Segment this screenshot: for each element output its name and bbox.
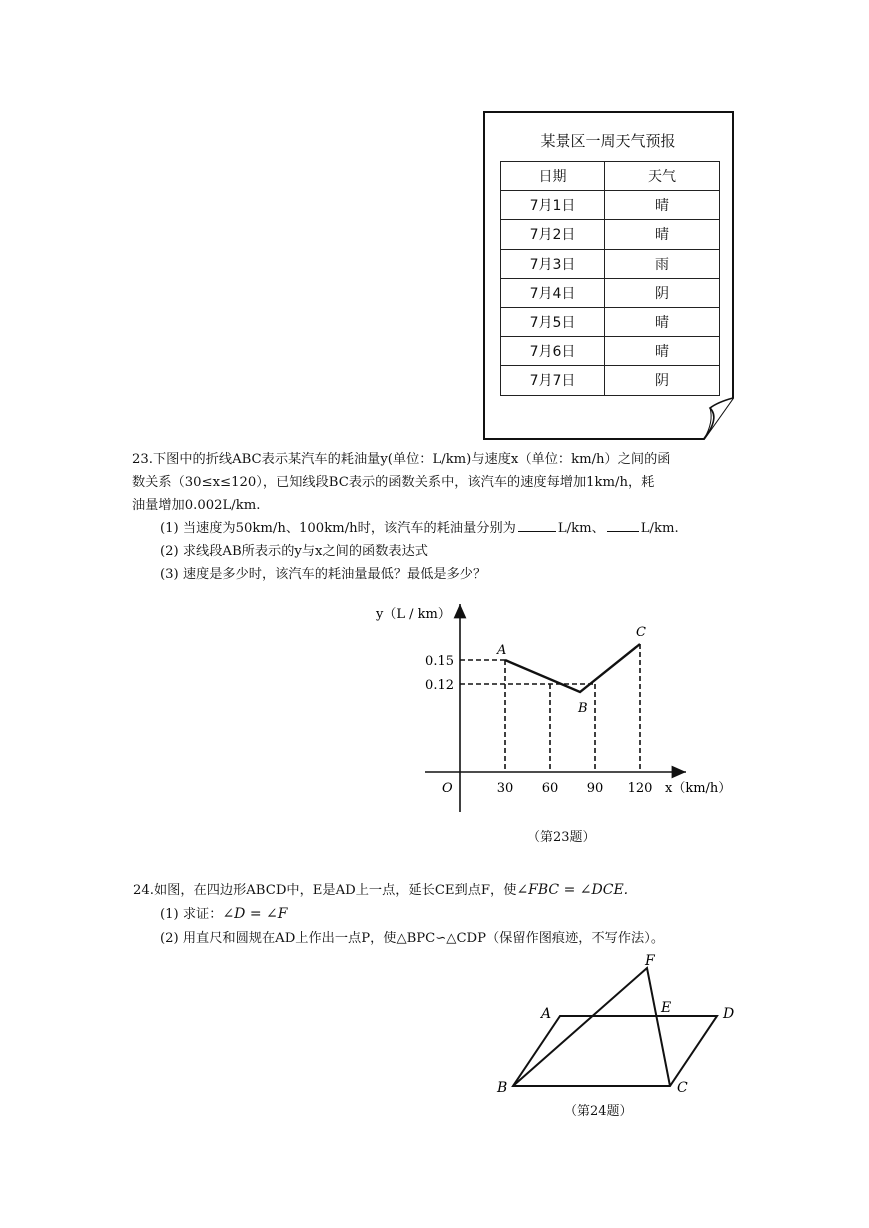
answer-blank-2[interactable] (607, 519, 639, 532)
label-b: B (497, 1080, 508, 1096)
weather-cell: 晴 (605, 191, 720, 220)
weather-table (500, 161, 720, 396)
q24-sub1-math: ∠D = ∠F (222, 906, 288, 922)
header-weather: 天气 (605, 162, 720, 191)
table-row (501, 278, 720, 307)
x-tick-label: 120 (627, 781, 653, 796)
x-tick-label: 60 (541, 781, 559, 796)
weather-cell: 晴 (605, 337, 720, 366)
q23-sub1-post: L/km. (640, 521, 679, 536)
point-label-b: B (578, 701, 588, 716)
weather-cell: 阴 (605, 366, 720, 395)
table-header-row (501, 162, 720, 191)
q24-sub1 (160, 903, 287, 926)
q23-sub3: (3) 速度是多少时，该汽车的耗油量最低？最低是多少？ (160, 567, 487, 582)
q23-sub1-pre: (1) 当速度为50km/h、100km/h时，该汽车的耗油量分别为 (160, 521, 516, 536)
weather-card-title: 某景区一周天气预报 (540, 132, 676, 150)
y-axis-label: y（L / km） (376, 607, 451, 622)
q24-line1-text: 24.如图，在四边形ABCD中，E是AD上一点，延长CE到点F，使 (133, 883, 517, 898)
table-row (501, 220, 720, 249)
point-label-c: C (636, 625, 646, 640)
table-row (501, 307, 720, 336)
q23-sub2: (2) 求线段AB所表示的y与x之间的函数表达式 (160, 544, 428, 559)
x-tick-label: 30 (496, 781, 514, 796)
weather-cell: 晴 (605, 220, 720, 249)
q24-line1 (133, 879, 628, 902)
q24-line1-math: ∠FBC = ∠DCE. (516, 882, 629, 898)
q23-line1: 23.下图中的折线ABC表示某汽车的耗油量y(单位：L/km)与速度x（单位：km/h）之间的函 (132, 452, 671, 467)
weather-forecast-card (482, 110, 734, 440)
weather-cell: 阴 (605, 278, 720, 307)
date-cell: 7月6日 (501, 337, 605, 366)
label-a: A (541, 1006, 552, 1022)
q24-sub1-text: (1) 求证： (160, 907, 223, 922)
date-cell: 7月2日 (501, 220, 605, 249)
weather-cell: 晴 (605, 307, 720, 336)
x-tick-label: 90 (586, 781, 604, 796)
date-cell: 7月1日 (501, 191, 605, 220)
y-tick-label: 0.12 (425, 678, 454, 693)
q23-chart (370, 590, 750, 830)
date-cell: 7月3日 (501, 249, 605, 278)
y-tick-label: 0.15 (425, 654, 454, 669)
date-cell: 7月7日 (501, 366, 605, 395)
table-row (501, 337, 720, 366)
q23-caption: （第23题） (527, 830, 596, 845)
header-date: 日期 (501, 162, 605, 191)
weather-cell: 雨 (605, 249, 720, 278)
quadrilateral-abcd (513, 1016, 717, 1086)
table-row (501, 249, 720, 278)
label-f: F (645, 953, 655, 969)
origin-label: O (442, 781, 453, 796)
q23-sub1 (160, 517, 679, 540)
label-c: C (677, 1080, 688, 1096)
table-row (501, 366, 720, 395)
q24-figure (485, 948, 745, 1098)
q23-line2: 数关系（30≤x≤120），已知线段BC表示的函数关系中，该汽车的速度每增加1km/h，耗 (132, 475, 655, 490)
date-cell: 7月5日 (501, 307, 605, 336)
date-cell: 7月4日 (501, 278, 605, 307)
point-label-a: A (497, 643, 507, 658)
label-e: E (661, 1000, 672, 1016)
table-row (501, 191, 720, 220)
q24-sub2: (2) 用直尺和圆规在AD上作出一点P，使△BPC∽△CDP（保留作图痕迹，不写作法）。 (160, 931, 665, 946)
q23-line3: 油量增加0.002L/km. (132, 498, 261, 513)
line-bfc (513, 968, 670, 1086)
label-d: D (723, 1006, 735, 1022)
x-axis-label: x（km/h） (665, 781, 732, 796)
answer-blank-1[interactable] (518, 519, 556, 532)
q23-sub1-mid: L/km、 (557, 521, 605, 536)
q24-caption: （第24题） (564, 1104, 633, 1119)
